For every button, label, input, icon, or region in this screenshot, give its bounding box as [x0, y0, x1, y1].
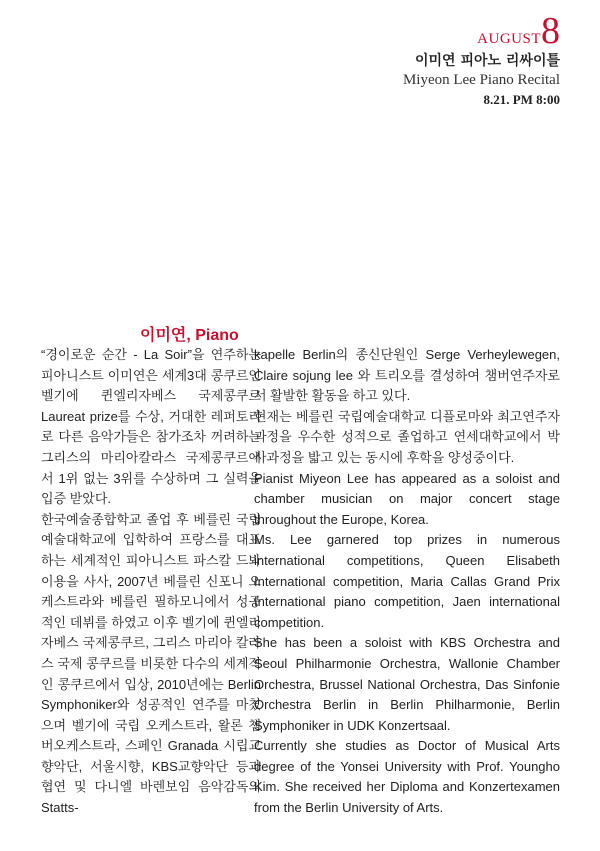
- concert-month: AUGUST: [477, 31, 541, 47]
- bio-paragraph: Currently she studies as Doctor of Musical Arts degree of the Yonsei University with Prof. Youngho Kim. She received her Diploma and Konzertexamen from the Berlin University of Arts.: [254, 738, 560, 816]
- bio-paragraph: 한국예술종합학교 졸업 후 베를린 국립예술대학교에 입학하여 프랑스를 대표하는 세계적인 피아니스트 파스칼 드봐이용을 사사, 2007년 베를린 신포니 오케스트라와 베를린 필하모니에서 성공적인 데뷔를 하였고 이후 벨기에 퀸엘리자베스 국제콩쿠르, 그리스 마리아 칼라스 국제 콩쿠르를 비롯한 다수의 세계적인 콩쿠르에서 입상, 2010년에는 Berlin Symphoniker와 성공적인 연주를 마쳤으며 벨기에 국립 오케스트라, 왈론 챔버오케스트라, 스페인 Granada 시립교향악단, 서울시향, KBS교향악단 등과 협연 및 다니엘 바렌보임 음악감독의 Statts-: [41, 511, 261, 816]
- concert-time: 8.21. PM 8:00: [483, 92, 560, 107]
- recital-title-english: Miyeon Lee Piano Recital: [402, 72, 560, 88]
- performer-name: 이미연, Piano: [140, 327, 239, 344]
- bio-paragraph: She has been a soloist with KBS Orchestra and Seoul Philharmonie Orchestra, Wallonie Chamber Orchestra, Brussel National Orchestra, Das Sinfonie Orchestra Berlin in Berlin Philharmonie, Berlin Symphoniker in UDK Konzertsaal.: [254, 635, 560, 733]
- concert-date: [403, 10, 560, 52]
- concert-header: [402, 10, 560, 108]
- bio-paragraph: Ms. Lee garnered top prizes in numerous international competitions, Queen Elisabeth International competition, Maria Callas Grand Prix International piano competition, Jaen international competition.: [254, 532, 560, 630]
- bio-paragraph: 현재는 베를린 국립예술대학교 디플로마와 최고연주자 과정을 우수한 성적으로 졸업하고 연세대학교에서 박사과정을 밟고 있는 동시에 후학을 양성중이다.: [254, 408, 560, 465]
- bio-right-column: [254, 345, 560, 819]
- bio-paragraph: Pianist Miyeon Lee has appeared as a soloist and chamber musician on major concert stage throughout the Europe, Korea.: [254, 470, 560, 527]
- recital-title-korean: 이미연 피아노 리싸이틀: [415, 53, 560, 69]
- bio-left-column: [41, 345, 261, 819]
- bio-paragraph: “경이로운 순간 - La Soir”을 연주하는 피아니스트 이미연은 세계3대 콩쿠르인 벨기에 퀸엘리자베스 국제콩쿠르 Laureat prize를 수상, 거대한 레퍼토리로 다른 음악가들은 참가조차 꺼려하는 그리스의 마리아칼라스 국제콩쿠르에서 1위 없는 3위를 수상하며 그 실력을 입증 받았다.: [41, 347, 261, 507]
- bio-paragraph: kapelle Berlin의 종신단원인 Serge Verheylewegen, Claire sojung lee 와 트리오를 결성하여 챔버연주자로서 활발한 활동을 하고 있다.: [254, 347, 560, 404]
- concert-day: 8: [541, 10, 560, 52]
